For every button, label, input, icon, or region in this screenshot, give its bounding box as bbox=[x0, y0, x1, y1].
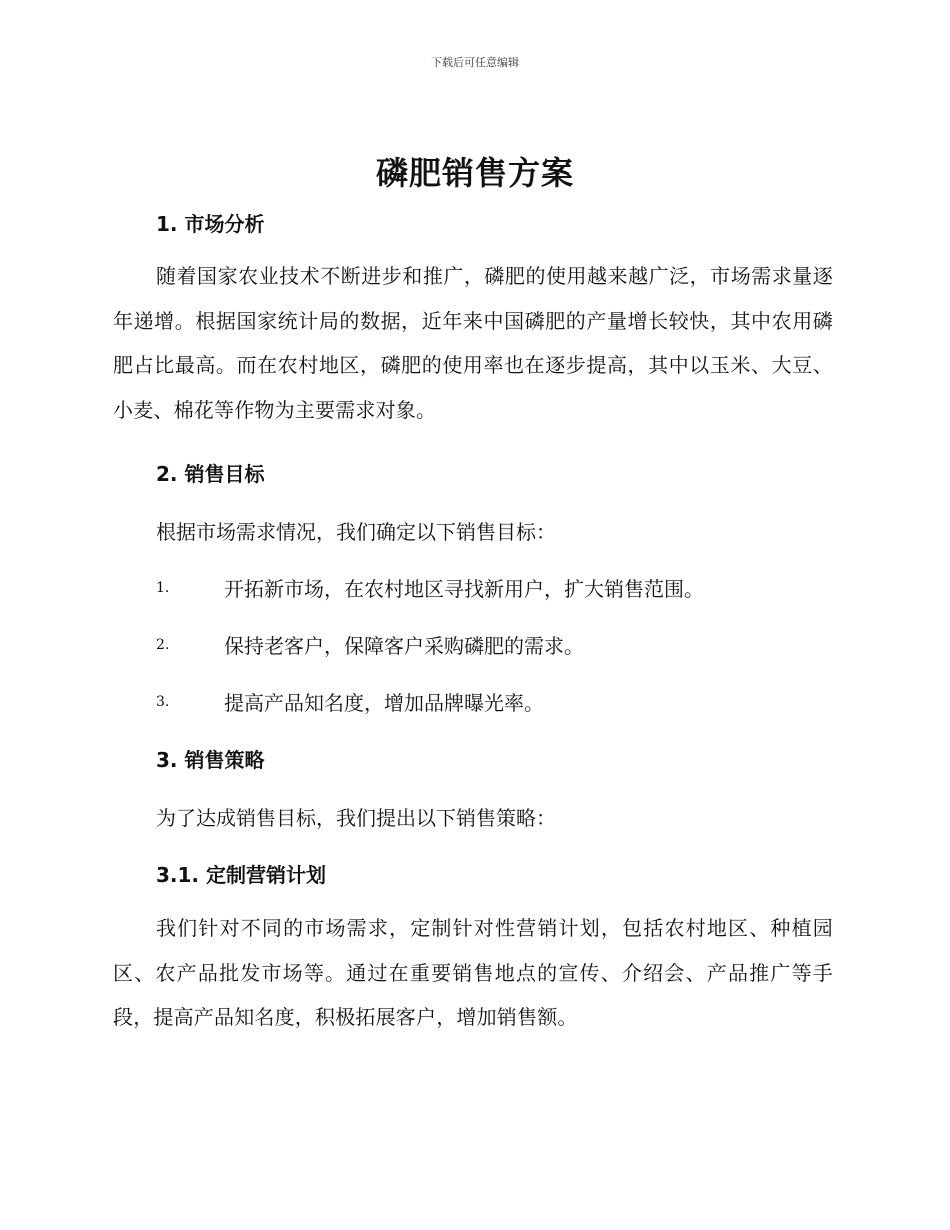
section-heading-market-analysis: 1. 市场分析 bbox=[156, 212, 265, 236]
paragraph-market-analysis: 随着国家农业技术不断进步和推广，磷肥的使用越来越广泛，市场需求量逐年递增。根据国家统计局的数据，近年来中国磷肥的产量增长较快，其中农用磷肥占比最高。而在农村地区，磷肥的使用率也在逐步提高，其中以玉米、大豆、小麦、棉花等作物为主要需求对象。 bbox=[113, 264, 833, 422]
paragraph-sales-goals-lead: 根据市场需求情况，我们确定以下销售目标： bbox=[156, 520, 556, 544]
list-item-goal-1 bbox=[156, 573, 836, 602]
list-item-number: 1. bbox=[156, 579, 170, 596]
section-heading-sales-goals: 2. 销售目标 bbox=[156, 462, 265, 486]
list-item-goal-3 bbox=[156, 687, 836, 716]
paragraph-sales-strategy-lead: 为了达成销售目标，我们提出以下销售策略： bbox=[156, 806, 556, 830]
paragraph-custom-marketing-plan: 我们针对不同的市场需求，定制针对性营销计划，包括农村地区、种植园区、农产品批发市场等。通过在重要销售地点的宣传、介绍会、产品推广等手段，提高产品知名度，积极拓展客户，增加销售额。 bbox=[113, 916, 833, 1029]
page-header-note: 下载后可任意编辑 bbox=[431, 56, 519, 69]
subsection-heading-custom-marketing-plan: 3.1. 定制营销计划 bbox=[156, 863, 326, 887]
list-item-text: 保持老客户，保障客户采购磷肥的需求。 bbox=[224, 634, 584, 658]
list-item-goal-2 bbox=[156, 630, 836, 659]
section-heading-sales-strategy: 3. 销售策略 bbox=[156, 748, 265, 772]
list-item-text: 开拓新市场，在农村地区寻找新用户，扩大销售范围。 bbox=[224, 577, 704, 601]
document-title: 磷肥销售方案 bbox=[375, 154, 574, 192]
list-item-number: 3. bbox=[156, 693, 170, 710]
list-item-number: 2. bbox=[156, 636, 170, 653]
list-item-text: 提高产品知名度，增加品牌曝光率。 bbox=[224, 691, 544, 715]
